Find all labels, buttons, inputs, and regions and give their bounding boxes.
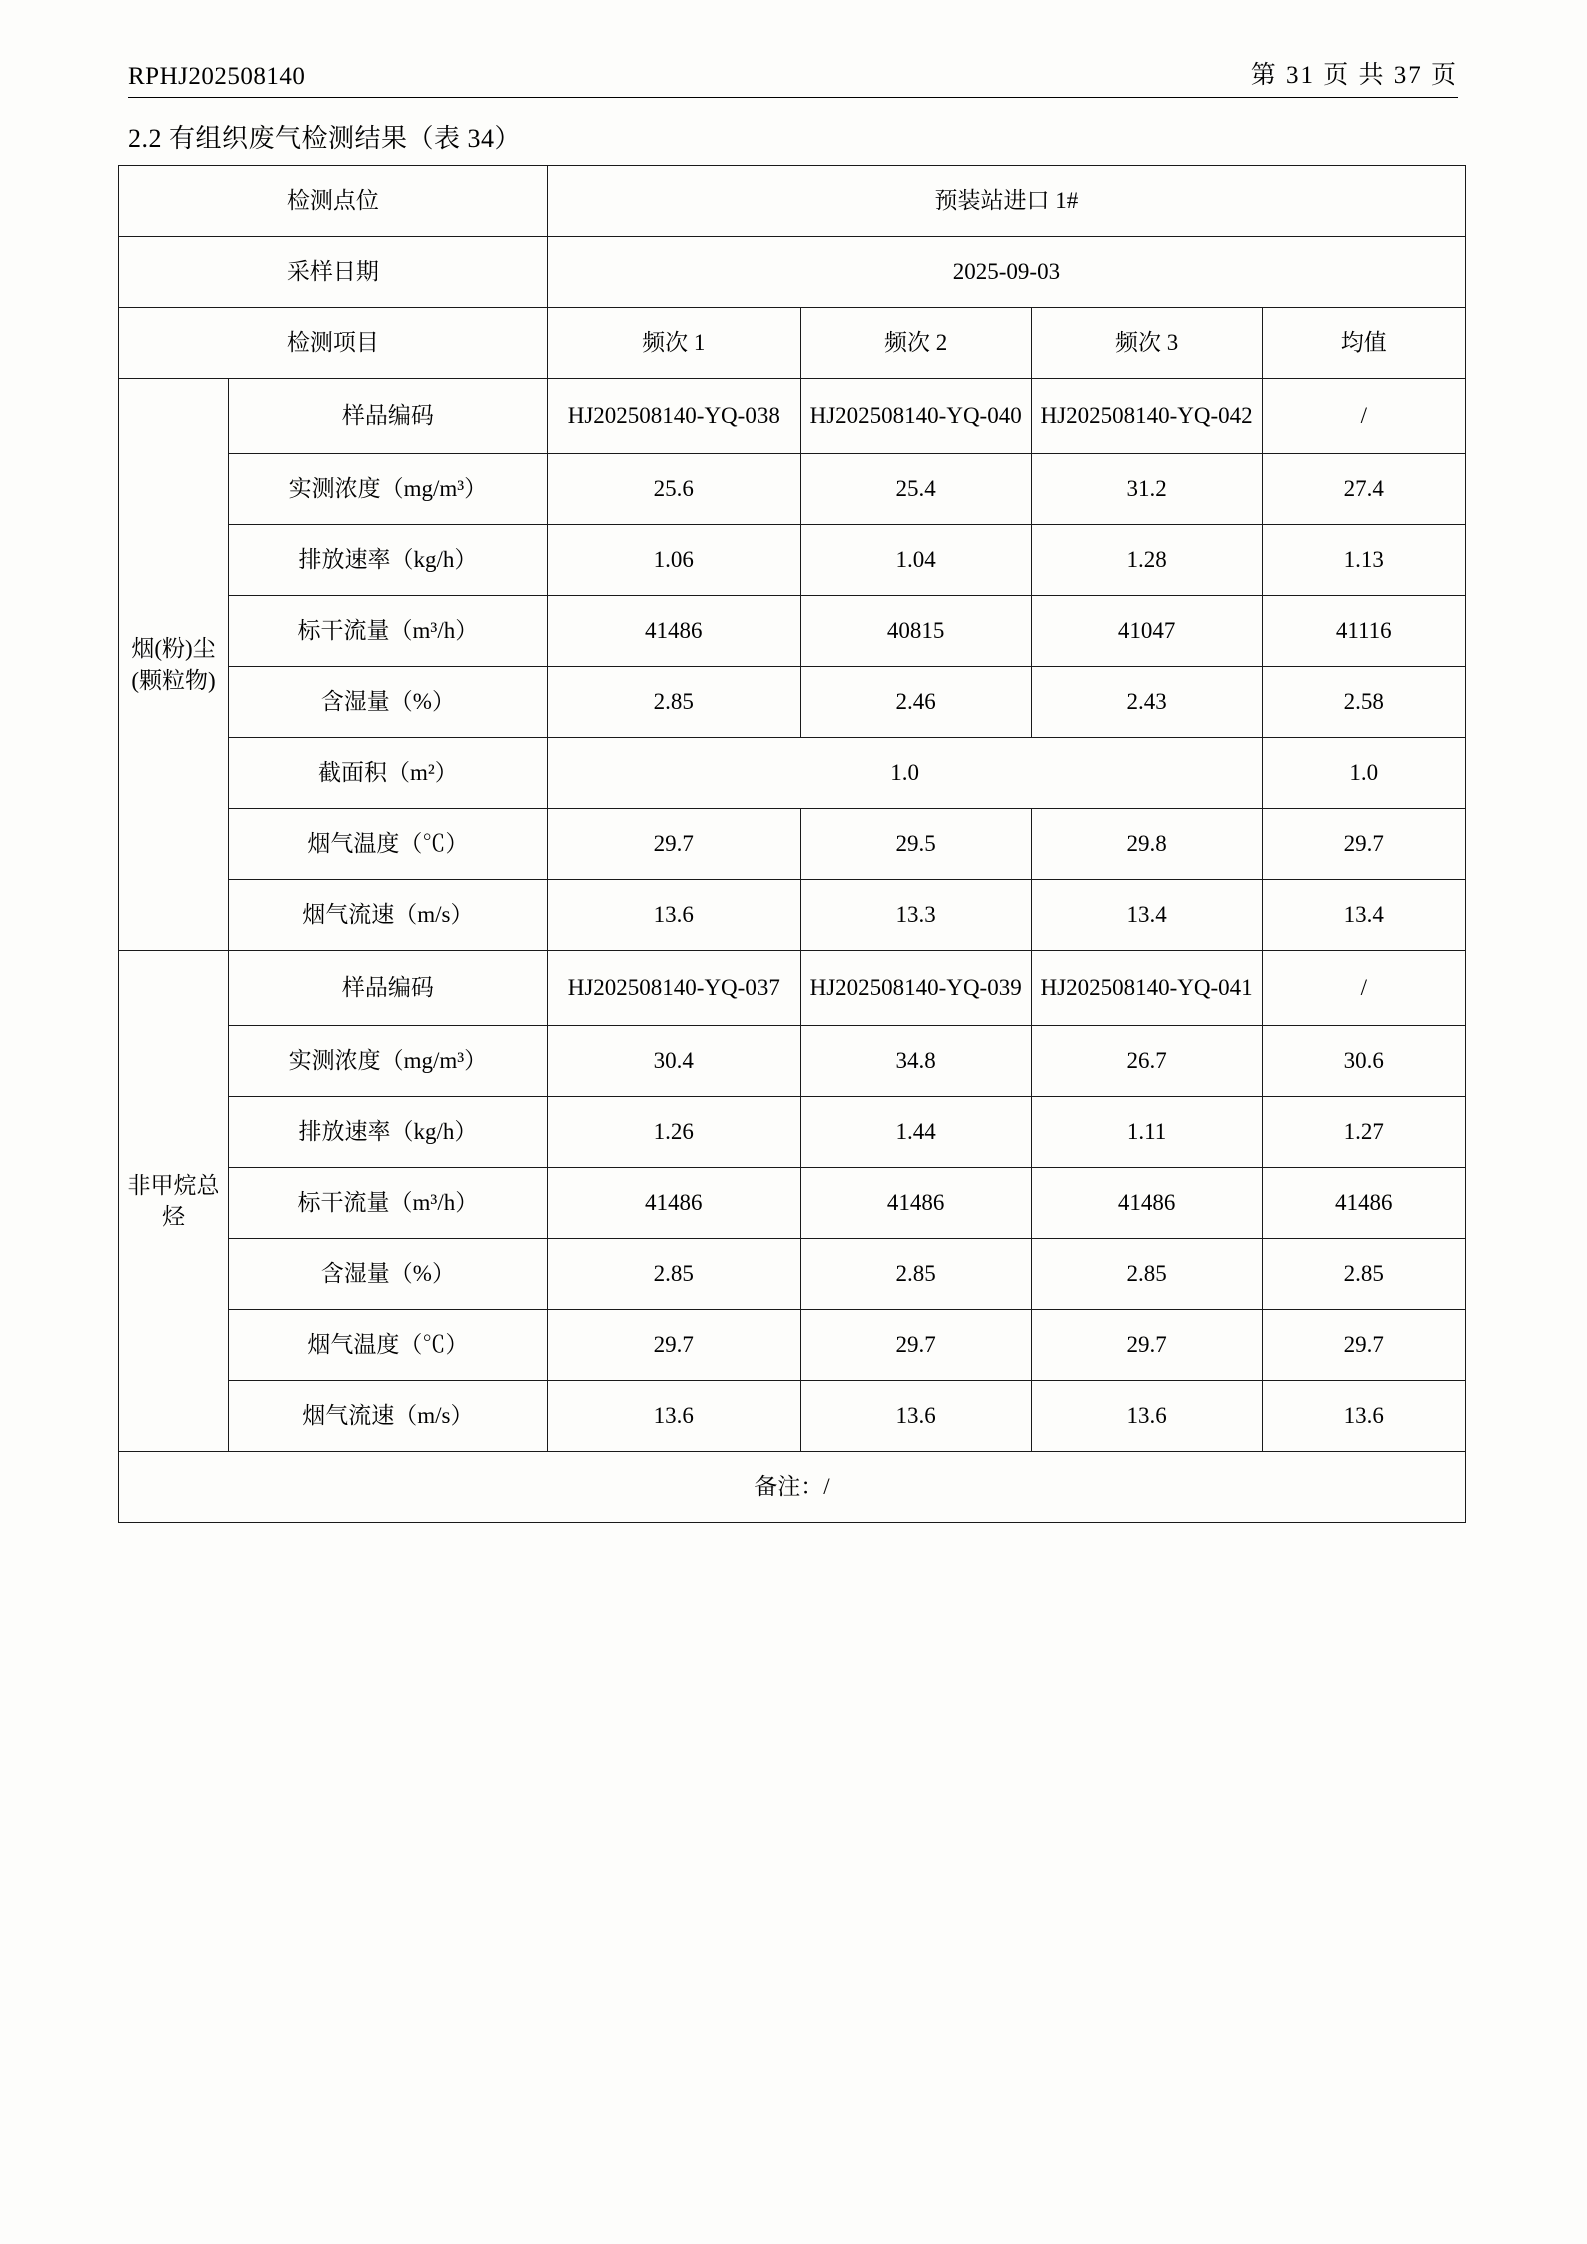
table-row <box>119 1168 1466 1239</box>
table-row <box>119 525 1466 596</box>
column-header-2: 频次 2 <box>800 308 1031 379</box>
row-value: 2.85 <box>800 1239 1031 1310</box>
row-value: 1.06 <box>547 525 800 596</box>
row-value: 29.7 <box>800 1310 1031 1381</box>
row-label: 排放速率（kg/h） <box>228 525 547 596</box>
row-value: 1.11 <box>1031 1097 1262 1168</box>
row-value: 2.85 <box>547 1239 800 1310</box>
table-row <box>119 951 1466 1026</box>
page-blank-area <box>0 1400 1587 2200</box>
row-label: 烟气温度（℃） <box>228 1310 547 1381</box>
point-value: 预装站进口 1# <box>547 166 1465 237</box>
row-value: HJ202508140-YQ-039 <box>800 951 1031 1026</box>
row-value: HJ202508140-YQ-041 <box>1031 951 1262 1026</box>
table-row <box>119 1097 1466 1168</box>
column-header-4: 均值 <box>1262 308 1465 379</box>
row-value: HJ202508140-YQ-037 <box>547 951 800 1026</box>
row-label: 标干流量（m³/h） <box>228 1168 547 1239</box>
page-number: 第 31 页 共 37 页 <box>1250 62 1458 89</box>
row-value: 29.5 <box>800 809 1031 880</box>
row-value: 41486 <box>1262 1168 1465 1239</box>
row-value: 29.7 <box>547 1310 800 1381</box>
table-row <box>119 738 1466 809</box>
row-value: 41486 <box>547 596 800 667</box>
row-value: 13.4 <box>1262 880 1465 951</box>
row-label: 排放速率（kg/h） <box>228 1097 547 1168</box>
row-value: 29.7 <box>1262 1310 1465 1381</box>
row-value: 2.58 <box>1262 667 1465 738</box>
row-value: 30.4 <box>547 1026 800 1097</box>
row-value: HJ202508140-YQ-040 <box>800 379 1031 454</box>
row-value: 25.6 <box>547 454 800 525</box>
table-row-date <box>119 237 1466 308</box>
row-value: 13.6 <box>800 1381 1031 1452</box>
row-value: 13.6 <box>547 1381 800 1452</box>
row-value: 2.46 <box>800 667 1031 738</box>
column-header-3: 频次 3 <box>1031 308 1262 379</box>
row-label: 含湿量（%） <box>228 1239 547 1310</box>
row-value: 2.85 <box>1262 1239 1465 1310</box>
row-value: 31.2 <box>1031 454 1262 525</box>
row-value: 29.7 <box>1031 1310 1262 1381</box>
row-label: 烟气流速（m/s） <box>228 880 547 951</box>
table-row <box>119 809 1466 880</box>
table-row <box>119 379 1466 454</box>
item-label: 检测项目 <box>119 308 548 379</box>
row-value: 1.28 <box>1031 525 1262 596</box>
row-value: 34.8 <box>800 1026 1031 1097</box>
table-note: 备注：/ <box>119 1452 1466 1523</box>
table-row <box>119 1026 1466 1097</box>
section-title: 2.2 有组织废气检测结果（表 34） <box>128 124 522 153</box>
row-value: HJ202508140-YQ-038 <box>547 379 800 454</box>
row-label: 样品编码 <box>228 951 547 1026</box>
row-value: 1.26 <box>547 1097 800 1168</box>
column-header-1: 频次 1 <box>547 308 800 379</box>
row-label: 实测浓度（mg/m³） <box>228 1026 547 1097</box>
row-value-merged: 1.0 <box>547 738 1262 809</box>
row-value: 41486 <box>1031 1168 1262 1239</box>
row-value: HJ202508140-YQ-042 <box>1031 379 1262 454</box>
row-value: 1.13 <box>1262 525 1465 596</box>
page-header <box>128 55 1458 98</box>
table-row <box>119 667 1466 738</box>
row-value: 13.3 <box>800 880 1031 951</box>
emission-results-table <box>118 165 1466 1523</box>
row-label: 截面积（m²） <box>228 738 547 809</box>
row-value: 25.4 <box>800 454 1031 525</box>
date-label: 采样日期 <box>119 237 548 308</box>
row-label: 标干流量（m³/h） <box>228 596 547 667</box>
row-value: 26.7 <box>1031 1026 1262 1097</box>
group-name-1: 烟(粉)尘(颗粒物) <box>119 379 229 951</box>
table-row <box>119 880 1466 951</box>
row-label: 烟气流速（m/s） <box>228 1381 547 1452</box>
row-value: 13.6 <box>1262 1381 1465 1452</box>
row-value: 13.6 <box>547 880 800 951</box>
row-value: 29.7 <box>1262 809 1465 880</box>
row-value: / <box>1262 379 1465 454</box>
row-value: 2.43 <box>1031 667 1262 738</box>
row-value: 41116 <box>1262 596 1465 667</box>
row-value: 1.0 <box>1262 738 1465 809</box>
row-value: 1.04 <box>800 525 1031 596</box>
table-row-point <box>119 166 1466 237</box>
row-value: 13.4 <box>1031 880 1262 951</box>
table-row <box>119 1239 1466 1310</box>
table-row <box>119 454 1466 525</box>
row-value: 1.27 <box>1262 1097 1465 1168</box>
row-value: 41486 <box>547 1168 800 1239</box>
row-value: 1.44 <box>800 1097 1031 1168</box>
row-value: 40815 <box>800 596 1031 667</box>
row-value: 2.85 <box>1031 1239 1262 1310</box>
row-label: 含湿量（%） <box>228 667 547 738</box>
group-name-2: 非甲烷总烃 <box>119 951 229 1452</box>
row-label: 样品编码 <box>228 379 547 454</box>
row-label: 烟气温度（℃） <box>228 809 547 880</box>
row-value: 29.7 <box>547 809 800 880</box>
row-value: 29.8 <box>1031 809 1262 880</box>
row-value: 41486 <box>800 1168 1031 1239</box>
document-id: RPHJ202508140 <box>128 63 306 90</box>
row-label: 实测浓度（mg/m³） <box>228 454 547 525</box>
point-label: 检测点位 <box>119 166 548 237</box>
table-row-columns <box>119 308 1466 379</box>
row-value: / <box>1262 951 1465 1026</box>
row-value: 41047 <box>1031 596 1262 667</box>
row-value: 2.85 <box>547 667 800 738</box>
date-value: 2025-09-03 <box>547 237 1465 308</box>
row-value: 13.6 <box>1031 1381 1262 1452</box>
row-value: 27.4 <box>1262 454 1465 525</box>
row-value: 30.6 <box>1262 1026 1465 1097</box>
table-row <box>119 1310 1466 1381</box>
table-row <box>119 596 1466 667</box>
